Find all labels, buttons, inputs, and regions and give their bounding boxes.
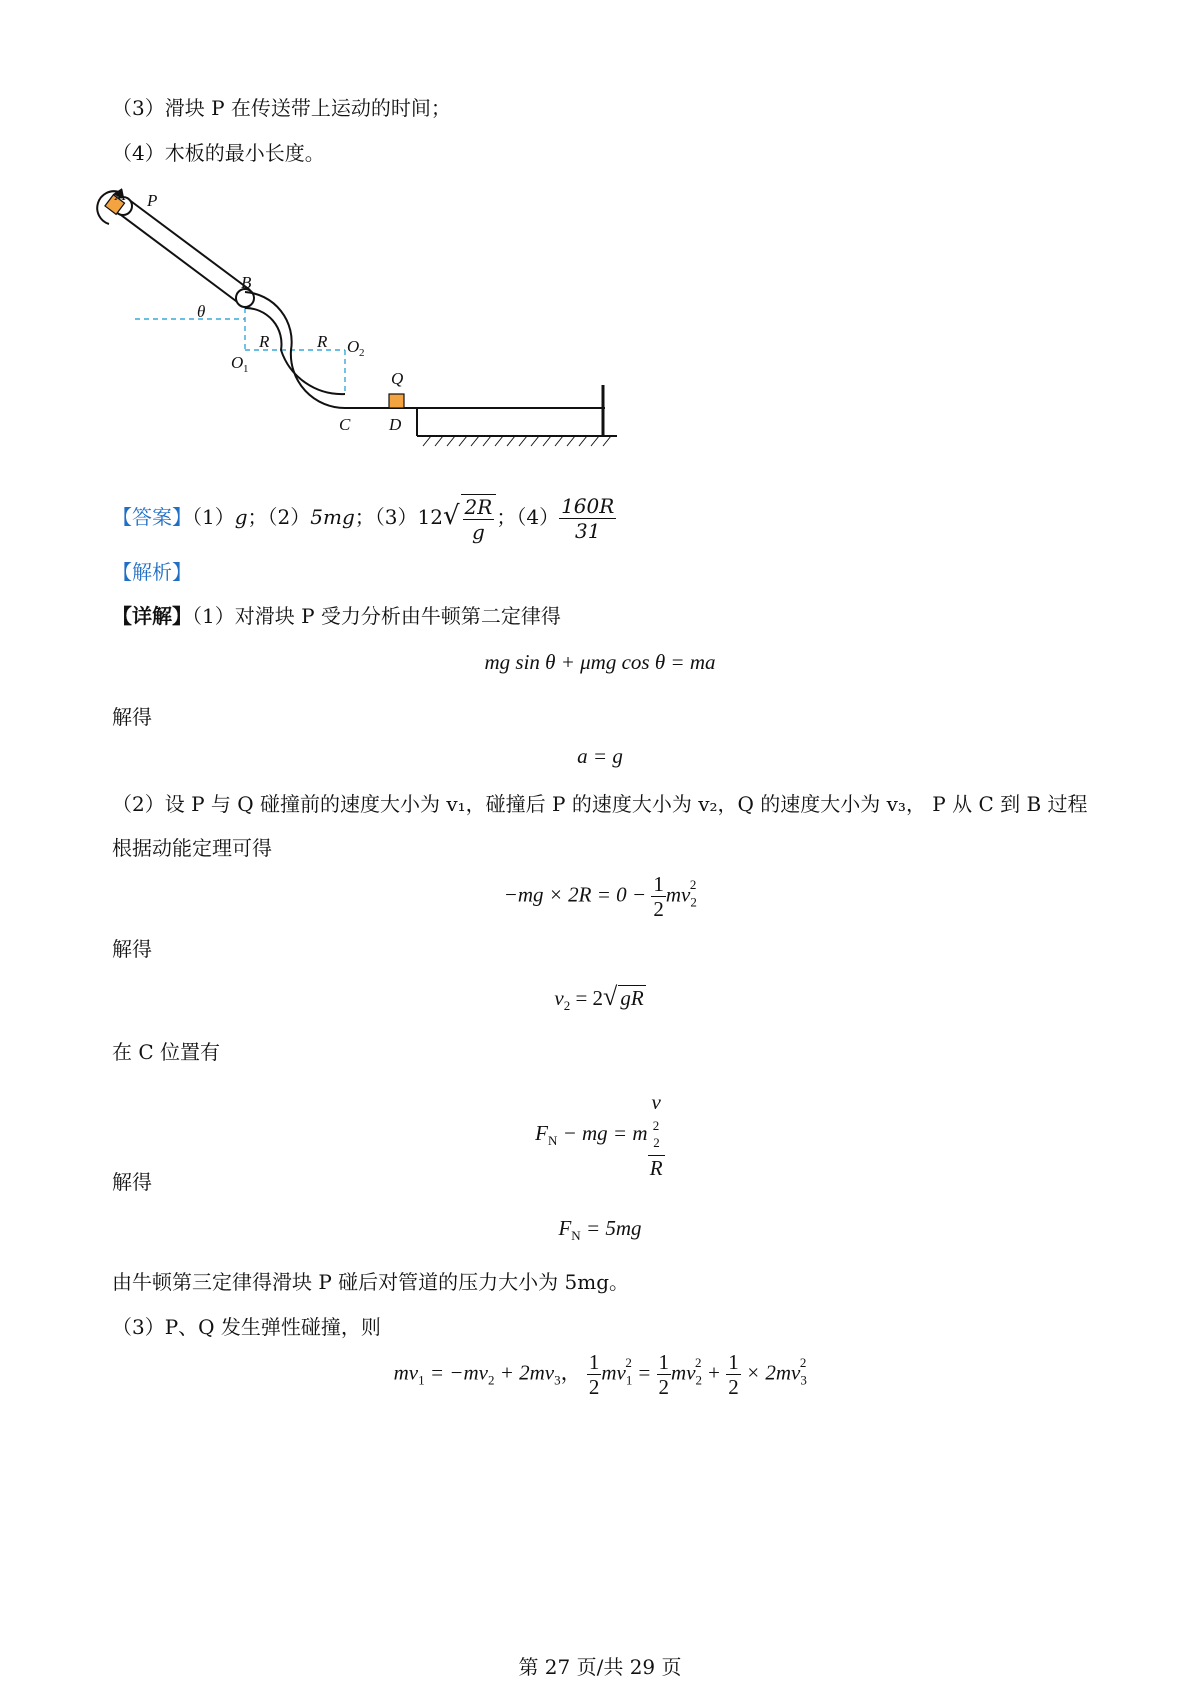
jie-3: 解得 — [112, 1170, 152, 1194]
answer-sep1: ；（2） — [247, 505, 311, 529]
detail-s1-text: （1）对滑块 P 受力分析由牛顿第二定律得 — [192, 604, 561, 628]
label-p: P — [147, 191, 158, 210]
label-r2: R — [317, 332, 328, 351]
answer-1: g — [234, 505, 248, 529]
label-b: B — [241, 273, 252, 292]
label-o1-sub: 1 — [243, 363, 249, 375]
eq4-root: gR — [620, 986, 644, 1010]
eq6-sub: N — [571, 1228, 581, 1244]
equation-1: mg sin θ + μmg cos θ = ma — [484, 650, 716, 674]
eq3-num: 1 — [653, 872, 664, 896]
eq3-left: −mg × 2R = 0 − — [503, 882, 647, 907]
label-r1: R — [259, 332, 270, 351]
answer-3-num: 2R — [464, 494, 493, 519]
label-a: A — [115, 185, 126, 204]
eq7-frac1-num: 1 — [588, 1350, 600, 1374]
answer-sep3: ；（4） — [496, 505, 560, 529]
eq7-comma: ， — [560, 1360, 582, 1385]
label-o2: O — [347, 337, 360, 356]
detail-c-position: 在 C 位置有 — [112, 1040, 221, 1064]
answer-sep2: ；（3） — [354, 505, 418, 529]
question-4: （4）木板的最小长度。 — [112, 141, 325, 165]
eq7-a: mv — [393, 1360, 419, 1385]
block-q — [389, 394, 404, 408]
eq4-left: v — [554, 986, 564, 1010]
question-3: （3）滑块 P 在传送带上运动的时间； — [112, 96, 451, 120]
eq7-frac3-num: 1 — [728, 1350, 739, 1374]
equation-3: −mg × 2R = 0 − $\frac{1}{2}$ $mv_2^2$ — [503, 872, 697, 921]
label-theta: θ — [197, 302, 206, 321]
equation-6 — [0, 1216, 1200, 1244]
equation-4: $v_2 = 2√$ gR — [554, 982, 644, 1014]
label-o2-sub: 2 — [359, 347, 365, 359]
eq5-num: v — [651, 1090, 661, 1114]
eq7-frac2-num: 1 — [658, 1350, 670, 1374]
detail-step2-line1: （2）设 P 与 Q 碰撞前的速度大小为 v₁，碰撞后 P 的速度大小为 v₂，Q 的速度大小为 v₃， P 从 C 到 B 过程 — [112, 792, 1088, 816]
eq7-c: + 2mv — [494, 1360, 555, 1385]
eq4-mid: = 2 — [570, 986, 604, 1010]
eq5-sub: N — [547, 1133, 558, 1149]
physics-diagram — [95, 180, 635, 460]
track — [345, 385, 617, 436]
eq5-mid: − mg = m — [557, 1120, 648, 1145]
eq3-den: 2 — [653, 897, 664, 921]
answer-4-den: 31 — [574, 519, 601, 543]
equation-2: a = g — [577, 744, 623, 768]
answer-part1: （1） — [192, 505, 235, 529]
eq7-frac2-den: 2 — [658, 1375, 670, 1399]
eq7-frac1-den: 2 — [588, 1375, 600, 1399]
eq6-left: F — [558, 1216, 572, 1240]
answer-3-coef: 12 — [417, 505, 443, 529]
answer-2: 5mg — [310, 505, 355, 529]
eq6-mid: = 5mg — [580, 1216, 642, 1240]
label-c: C — [339, 415, 351, 434]
answer-3-den: g — [472, 519, 485, 544]
answer-4-num: 160R — [561, 494, 615, 518]
detail-step2-line2: 根据动能定理可得 — [112, 836, 272, 860]
detail-newton3: 由牛顿第三定律得滑块 P 碰后对管道的压力大小为 5mg。 — [112, 1270, 630, 1294]
eq5-den: R — [649, 1156, 663, 1181]
page-footer: 第 27 页/共 29 页 — [518, 1655, 682, 1679]
detail-tag: 【详解】 — [112, 604, 192, 628]
ground-hatch — [423, 436, 611, 446]
analysis-tag: 【解析】 — [112, 560, 192, 584]
detail-step1 — [112, 602, 561, 630]
dashed-guides — [135, 308, 345, 394]
jie-1: 解得 — [112, 705, 152, 729]
answer-line: 【答案】（1）g；（2）5mg；（3）12√ $\frac{2R}{g}$ ；（4） $\frac{160R}{31}$ — [112, 494, 615, 544]
eq7-frac3-den: 2 — [728, 1375, 739, 1399]
label-o1: O — [231, 353, 244, 372]
equation-7: $mv_1 = -mv_2 + 2mv_3$， $\frac{1}{2}$ $mv_1^2$ = $\frac{1}{2}$ $mv_2^2$ + $\frac{1}{2}$ × $2mv_3^2$ — [393, 1350, 807, 1399]
label-q: Q — [391, 369, 404, 388]
eq5-left: F — [535, 1120, 548, 1145]
detail-step3: （3）P、Q 发生弹性碰撞，则 — [112, 1315, 381, 1339]
eq3-right: mv — [665, 882, 691, 907]
jie-2: 解得 — [112, 937, 152, 961]
equation-5: $F_N$ − mg = m v $_2^2$ R — [0, 1090, 1200, 1180]
eq7-x: × 2mv — [740, 1360, 801, 1385]
answer-tag: 【答案】 — [112, 505, 192, 529]
eq7-b: = −mv — [424, 1360, 488, 1385]
label-d: D — [389, 415, 402, 434]
